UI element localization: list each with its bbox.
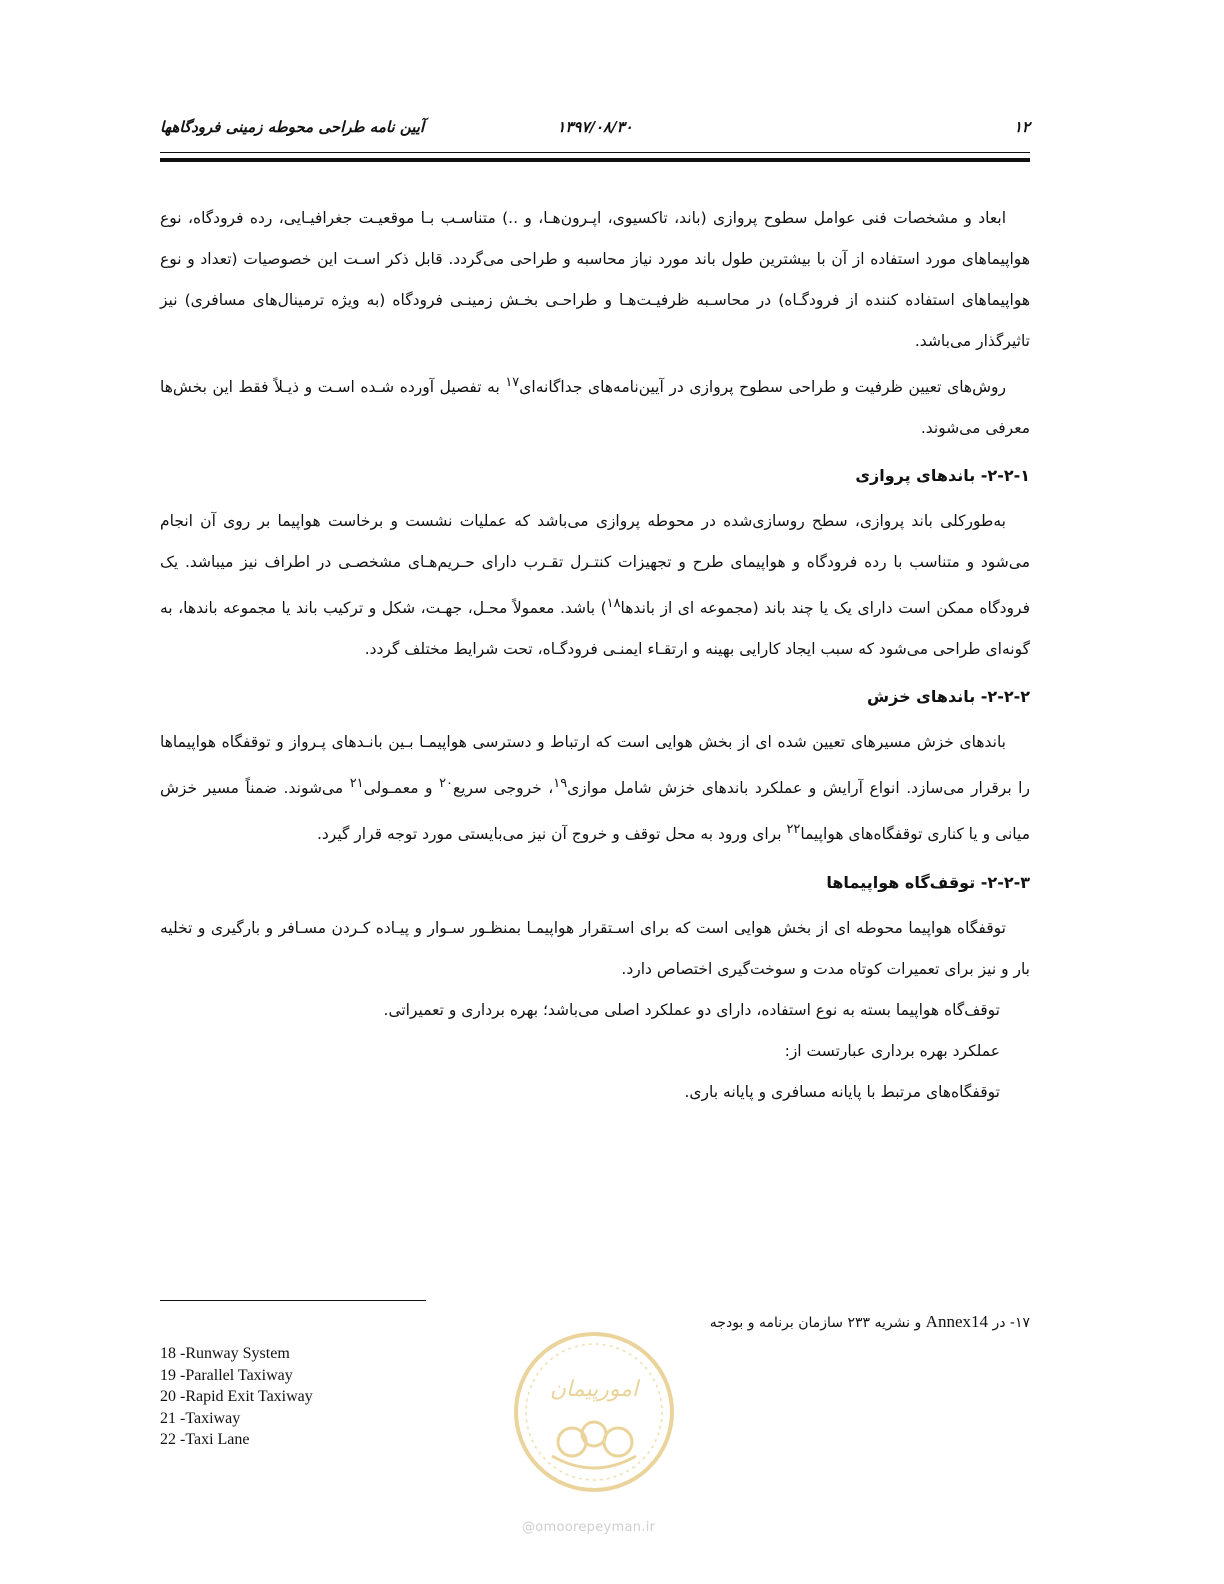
footnote-21: 21 -Taxiway bbox=[160, 1409, 241, 1427]
aprons-paragraph-4: توقفگاه‌های مرتبط با پایانه مسافری و پایانه باری. bbox=[684, 1082, 1000, 1101]
intro-p2-text-a: روش‌های تعیین ظرفیت و طراحی سطوح پروازی در آیین‌نامه‌های جداگانه‌ای bbox=[519, 378, 1006, 397]
footnote-separator bbox=[160, 1300, 426, 1301]
footnote-20: 20 -Rapid Exit Taxiway bbox=[160, 1388, 313, 1405]
footnote-17-prefix: ۱۷- در bbox=[988, 1315, 1030, 1331]
footnote-17-rest: و نشریه ۲۳۳ سازمان برنامه و بودجه bbox=[709, 1315, 926, 1331]
aprons-paragraph-2: توقف‌گاه هواپیما بسته به نوع استفاده، دارای دو عملکرد اصلی می‌باشد؛ بهره برداری و تعمیراتی. bbox=[383, 1000, 1000, 1019]
footnotes-english bbox=[160, 1343, 460, 1451]
runways-paragraph bbox=[160, 501, 1030, 670]
section-heading-aprons: ۲-۲-۳- توقف‌گاه هواپیماها bbox=[826, 872, 1030, 892]
document-page bbox=[160, 0, 1030, 1584]
section-heading-taxiways: ۲-۲-۲- باندهای خزش bbox=[867, 687, 1030, 707]
footnote-ref-22: ۲۲ bbox=[786, 822, 801, 838]
footnote-ref-21: ۲۱ bbox=[349, 776, 364, 792]
intro-p2-text-b: به تفصیل آورده شـده اسـت و ذیـلاً فقط این بخش‌ها معرفی می‌شوند. bbox=[160, 378, 1030, 438]
page-header bbox=[160, 118, 1030, 148]
watermark-logo-text: امورپیمان bbox=[549, 1377, 639, 1402]
runways-text-b: ) باشد. معمولاً محـل، جهـت، شکل و ترکیب باند یا مجموعه باندها، به گونه‌ای طراحی می‌شود که سبب ایجاد کارایی بهینه و ارتقـاء ایمنـی فرودگـاه، تحت شرایط مختلف گردد. bbox=[160, 599, 1030, 659]
intro-paragraph-2 bbox=[160, 362, 1030, 449]
runways-text-a: به‌طورکلی باند پروازی، سطح روسازی‌شده در محوطه پروازی می‌باشد که عملیات نشست و برخاست هواپیما بر روی آن انجام می‌شود و متناسب با رده فرودگاه و هواپیمای طرح و تجهیزات کنتـرل تقـرب دارای حـریم‌هـای مشخصـی در اطراف نیز میباشد. یک فرودگاه ممکن است دارای یک یا چند باند (مجموعه ای از باندها bbox=[160, 512, 1030, 618]
taxiways-text-b: ، خروجی سریع bbox=[452, 779, 554, 798]
document-body bbox=[160, 198, 1030, 1113]
footnote-ref-17: ۱۷ bbox=[505, 375, 520, 390]
aprons-paragraph-3: عملکرد بهره برداری عبارتست از: bbox=[784, 1041, 1000, 1060]
intro-paragraph-1: ابعاد و مشخصات فنی عوامل سطوح پروازی (باند، تاکسیوی، اپـرون‌هـا، و ..) متناسـب بـا موقعیـت جغرافیـایی، رده فرودگاه، نوع هواپیماهای مورد استفاده از آن با بیشترین طول باند مورد نیاز محاسبه و طراحی می‌گردد. قابل ذکر اسـت این خصوصیات (تعداد و نوع هواپیماهای استفاده کننده از فرودگـاه) در محاسـبه ظرفیـت‌هـا و طراحـی بخـش زمینـی فرودگاه (به ویژه ترمینال‌های مسافری) نیز تاثیرگذار می‌باشد. bbox=[160, 209, 1030, 350]
footnote-ref-18: ۱۸ bbox=[606, 596, 621, 612]
watermark-logo bbox=[512, 1330, 676, 1494]
taxiways-text-c: و معمـولی bbox=[363, 779, 440, 798]
header-rule-thin bbox=[160, 152, 1030, 153]
footnote-19: 19 -Parallel Taxiway bbox=[160, 1366, 293, 1384]
footnote-ref-20: ۲۰ bbox=[439, 776, 453, 792]
footnote-17-annex: Annex14 bbox=[925, 1312, 988, 1331]
section-heading-runways: ۲-۲-۱- باندهای پروازی bbox=[855, 466, 1030, 486]
footnote-22: 22 -Taxi Lane bbox=[160, 1431, 250, 1448]
header-date: ۱۳۹۷/۰۸/۳۰ bbox=[557, 118, 633, 136]
footnote-18: 18 -Runway System bbox=[160, 1345, 290, 1362]
taxiways-text-a: باندهای خزش مسیرهای تعیین شده ای از بخش هوایی است که ارتباط و دسترسی هواپیمـا بـین بانـدهای پـرواز و توقفگاه هواپیماها را برقرار می‌سازد. انواع آرایش و عملکرد باندهای خزش شامل موازی bbox=[160, 733, 1030, 798]
watermark-site: @omoorepeyman.ir bbox=[522, 1520, 656, 1535]
footnote-ref-19: ۱۹ bbox=[553, 776, 568, 792]
taxiways-text-d: می‌شوند. ضمناً مسیر خزش میانی و یا کناری توقفگاه‌های هواپیما bbox=[160, 779, 1030, 844]
aprons-paragraph-1: توقفگاه هواپیما محوطه ای از بخش هوایی است که برای اسـتقرار هواپیمـا بمنظـور سـوار و پیـاده کـردن مسـافر و بارگیری و تخلیه بار و نیز برای تعمیرات کوتاه مدت و سوخت‌گیری اختصاص دارد. bbox=[160, 918, 1030, 978]
page-number: ۱۲ bbox=[1013, 118, 1030, 136]
header-title: آیین نامه طراحی محوطه زمینی فرودگاهها bbox=[160, 118, 425, 136]
header-rule-thick bbox=[160, 158, 1030, 162]
taxiways-paragraph bbox=[160, 722, 1030, 855]
taxiways-text-e: برای ورود به محل توقف و خروج آن نیز می‌بایستی مورد توجه قرار گیرد. bbox=[316, 825, 787, 844]
